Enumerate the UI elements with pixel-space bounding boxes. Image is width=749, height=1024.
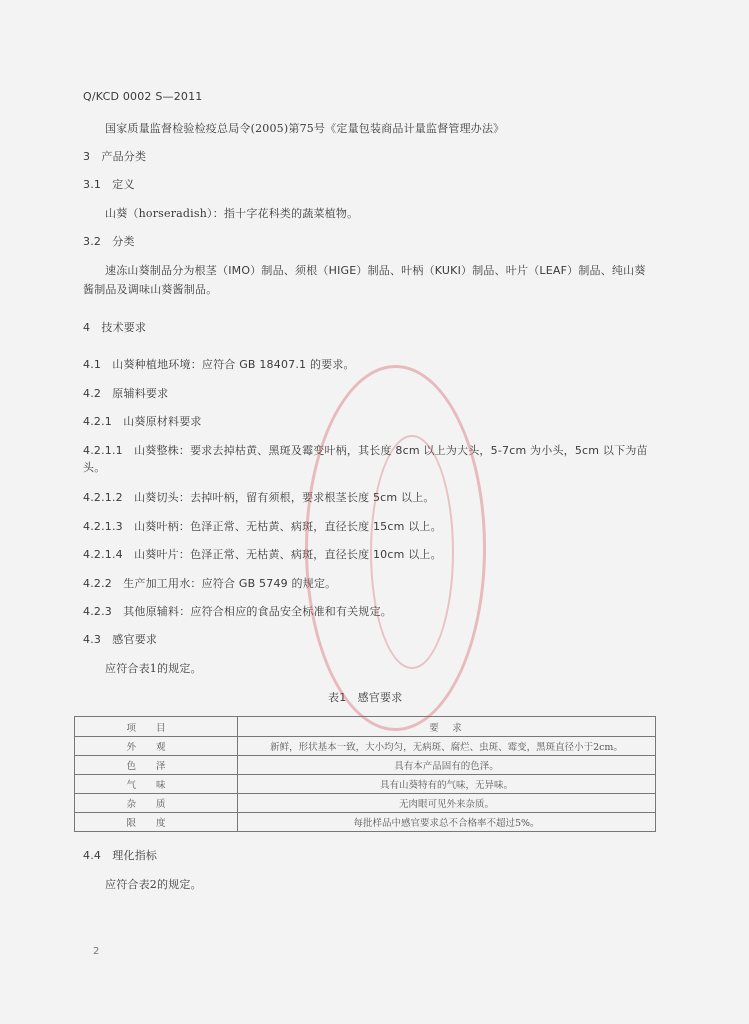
official-seal-inner-ring (370, 435, 454, 669)
reference-line: 国家质量监督检验检疫总局令(2005)第75号《定量包装商品计量监督管理办法》 (105, 122, 505, 135)
table-row (75, 737, 656, 756)
table-cell-requirement: 新鲜，形状基本一致，大小均匀，无病斑、腐烂、虫斑、霉变，黑斑直径小于2cm。 (238, 737, 656, 756)
section-3-title: 3 产品分类 (83, 150, 147, 163)
table-row (75, 775, 656, 794)
section-4-3-body: 应符合表1的规定。 (105, 662, 202, 675)
page-number: 2 (93, 946, 100, 957)
table-row (75, 794, 656, 813)
standard-code: Q/KCD 0002 S—2011 (83, 90, 203, 103)
section-4-2-1-4: 4.2.1.4 山葵叶片：色泽正常、无枯黄、病斑，直径长度 10cm 以上。 (83, 548, 442, 561)
section-4-2-1-1: 4.2.1.1 山葵整株：要求去掉枯黄、黑斑及霉变叶柄，其长度 8cm 以上为大头，5-7cm 为小头，5cm 以下为苗头。 (83, 444, 648, 474)
table-cell-item: 杂质 (75, 794, 238, 813)
table-header-row (75, 717, 656, 737)
section-4-2-3: 4.2.3 其他原辅料：应符合相应的食品安全标准和有关规定。 (83, 605, 392, 618)
section-3-2-body: 速冻山葵制品分为根茎（IMO）制品、须根（HIGE）制品、叶柄（KUKI）制品、叶片（LEAF）制品、纯山葵酱制品及调味山葵酱制品。 (83, 264, 646, 296)
section-3-1-body: 山葵（horseradish）：指十字花科类的蔬菜植物。 (105, 207, 359, 220)
section-3-1-title: 3.1 定义 (83, 178, 135, 191)
section-4-4-title: 4.4 理化指标 (83, 849, 158, 862)
section-4-2-title: 4.2 原辅料要求 (83, 387, 169, 400)
table-header-cell: 要 求 (238, 717, 656, 737)
section-4-1: 4.1 山葵种植地环境：应符合 GB 18407.1 的要求。 (83, 358, 355, 371)
table-cell-item: 限度 (75, 813, 238, 832)
section-4-2-2: 4.2.2 生产加工用水：应符合 GB 5749 的规定。 (83, 577, 337, 590)
table-cell-requirement: 具有山葵特有的气味，无异味。 (238, 775, 656, 794)
table-cell-requirement: 无肉眼可见外来杂质。 (238, 794, 656, 813)
table-row (75, 756, 656, 775)
table-cell-item: 色泽 (75, 756, 238, 775)
table-1-caption: 表1 感官要求 (328, 691, 403, 704)
section-4-3-title: 4.3 感官要求 (83, 633, 158, 646)
section-4-2-1-2: 4.2.1.2 山葵切头：去掉叶柄，留有须根，要求根茎长度 5cm 以上。 (83, 491, 435, 504)
section-4-title: 4 技术要求 (83, 321, 147, 334)
sensory-requirements-table (74, 716, 656, 832)
section-3-2-title: 3.2 分类 (83, 235, 135, 248)
table-cell-requirement: 每批样品中感官要求总不合格率不超过5%。 (238, 813, 656, 832)
table-cell-requirement: 具有本产品固有的色泽。 (238, 756, 656, 775)
table-cell-item: 外观 (75, 737, 238, 756)
table-header-cell: 项目 (75, 717, 238, 737)
section-4-2-1-title: 4.2.1 山葵原材料要求 (83, 415, 202, 428)
section-4-4-body: 应符合表2的规定。 (105, 878, 202, 891)
table-row (75, 813, 656, 832)
table-cell-item: 气味 (75, 775, 238, 794)
section-4-2-1-3: 4.2.1.3 山葵叶柄：色泽正常、无枯黄、病斑，直径长度 15cm 以上。 (83, 520, 442, 533)
